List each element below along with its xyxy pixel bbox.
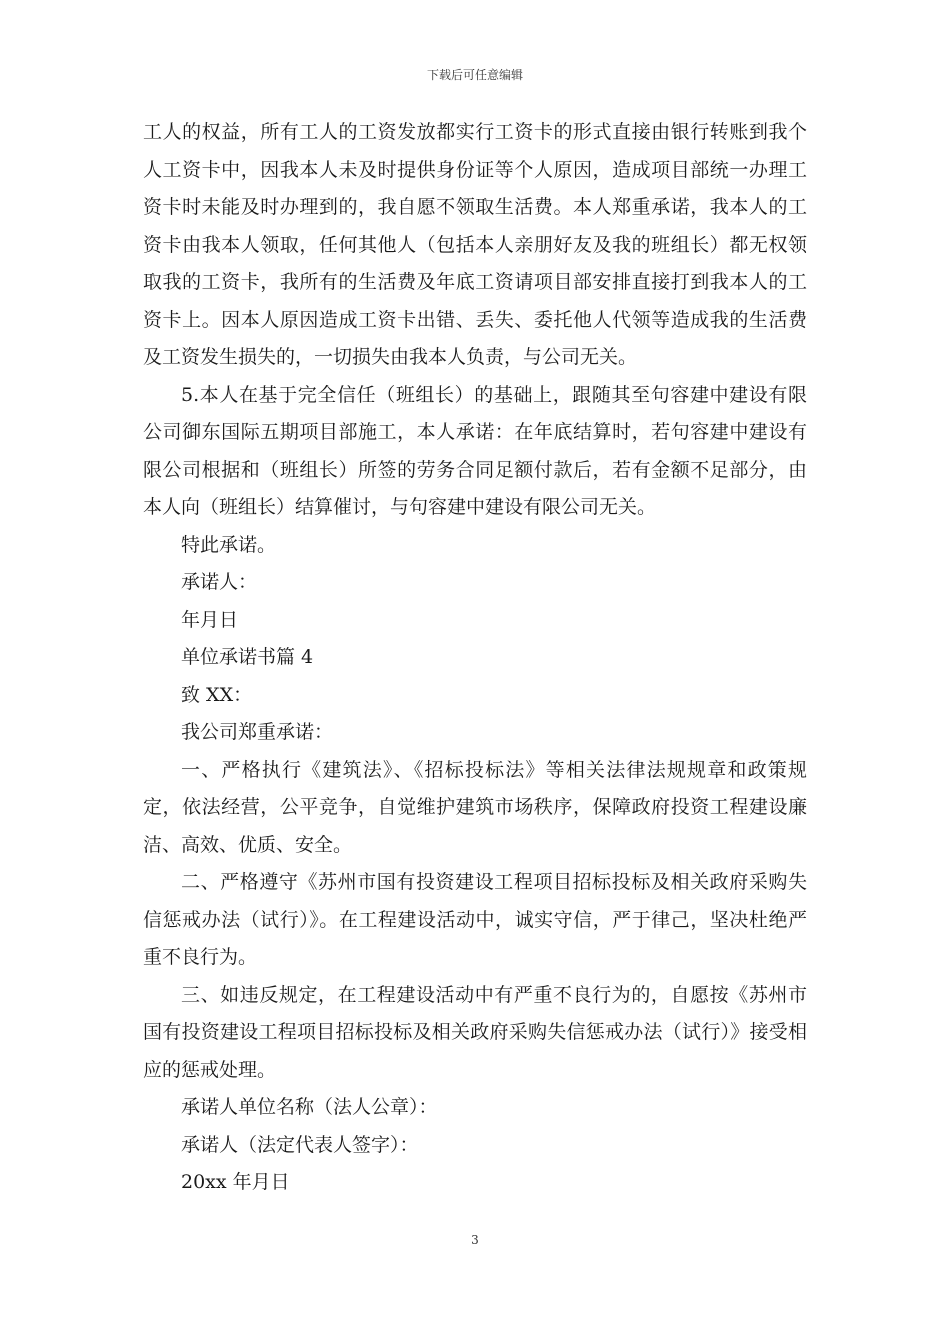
addressee-line: 致 XX： — [181, 683, 253, 706]
company-promise-intro: 我公司郑重承诺： — [181, 721, 334, 743]
promisor-label: 承诺人： — [181, 571, 258, 593]
promise-item-2: 二、严格遵守《苏州市国有投资建设工程项目招标投标及相关政府采购失信惩戒办法（试行）》。在工程建设活动中，诚实守信，严于律己，坚决杜绝严重不良行为。 — [143, 871, 807, 968]
date-line: 年月日 — [181, 608, 239, 631]
paragraph-hereby-promise: 特此承诺。 — [181, 533, 277, 556]
promise-item-1: 一、严格执行《建筑法》、《招标投标法》等相关法律法规规章和政策规定，依法经营，公平竞争，自觉维护建筑市场秩序，保障政府投资工程建设廉洁、高效、优质、安全。 — [143, 758, 807, 856]
unit-name-label: 承诺人单位名称（法人公章）： — [181, 1096, 438, 1118]
section-title: 单位承诺书篇 4 — [181, 646, 314, 668]
legal-rep-signature-label: 承诺人（法定代表人签字）： — [181, 1133, 419, 1156]
document-body — [143, 114, 807, 1202]
page-header: 下载后可任意编辑 — [426, 68, 523, 82]
paragraph-workers-rights: 工人的权益，所有工人的工资发放都实行工资卡的形式直接由银行转账到我个人工资卡中，因我本人未及时提供身份证等个人原因，造成项目部统一办理工资卡时未能及时办理到的，我自愿不领取生活费。本人郑重承诺，我本人的工资卡由我本人领取，任何其他人（包括本人亲朋好友及我的班组长）都无权领取我的工资卡，我所有的生活费及年底工资请项目部安排直接打到我本人的工资卡上。因本人原因造成工资卡出错、丢失、委托他人代领等造成我的生活费及工资发生损失的，一切损失由我本人负责，与公司无关。 — [143, 121, 807, 368]
paragraph-item-5: 5.本人在基于完全信任（班组长）的基础上，跟随其至句容建中建设有限公司御东国际五期项目部施工，本人承诺：在年底结算时，若句容建中建设有限公司根据和（班组长）所签的劳务合同足额付款后，若有金额不足部分，由本人向（班组长）结算催讨，与句容建中建设有限公司无关。 — [143, 383, 807, 518]
signature-date-line: 20xx 年月日 — [181, 1171, 290, 1193]
page-number: 3 — [471, 1233, 479, 1247]
promise-item-3: 三、如违反规定，在工程建设活动中有严重不良行为的，自愿按《苏州市国有投资建设工程项目招标投标及相关政府采购失信惩戒办法（试行）》接受相应的惩戒处理。 — [143, 983, 807, 1081]
